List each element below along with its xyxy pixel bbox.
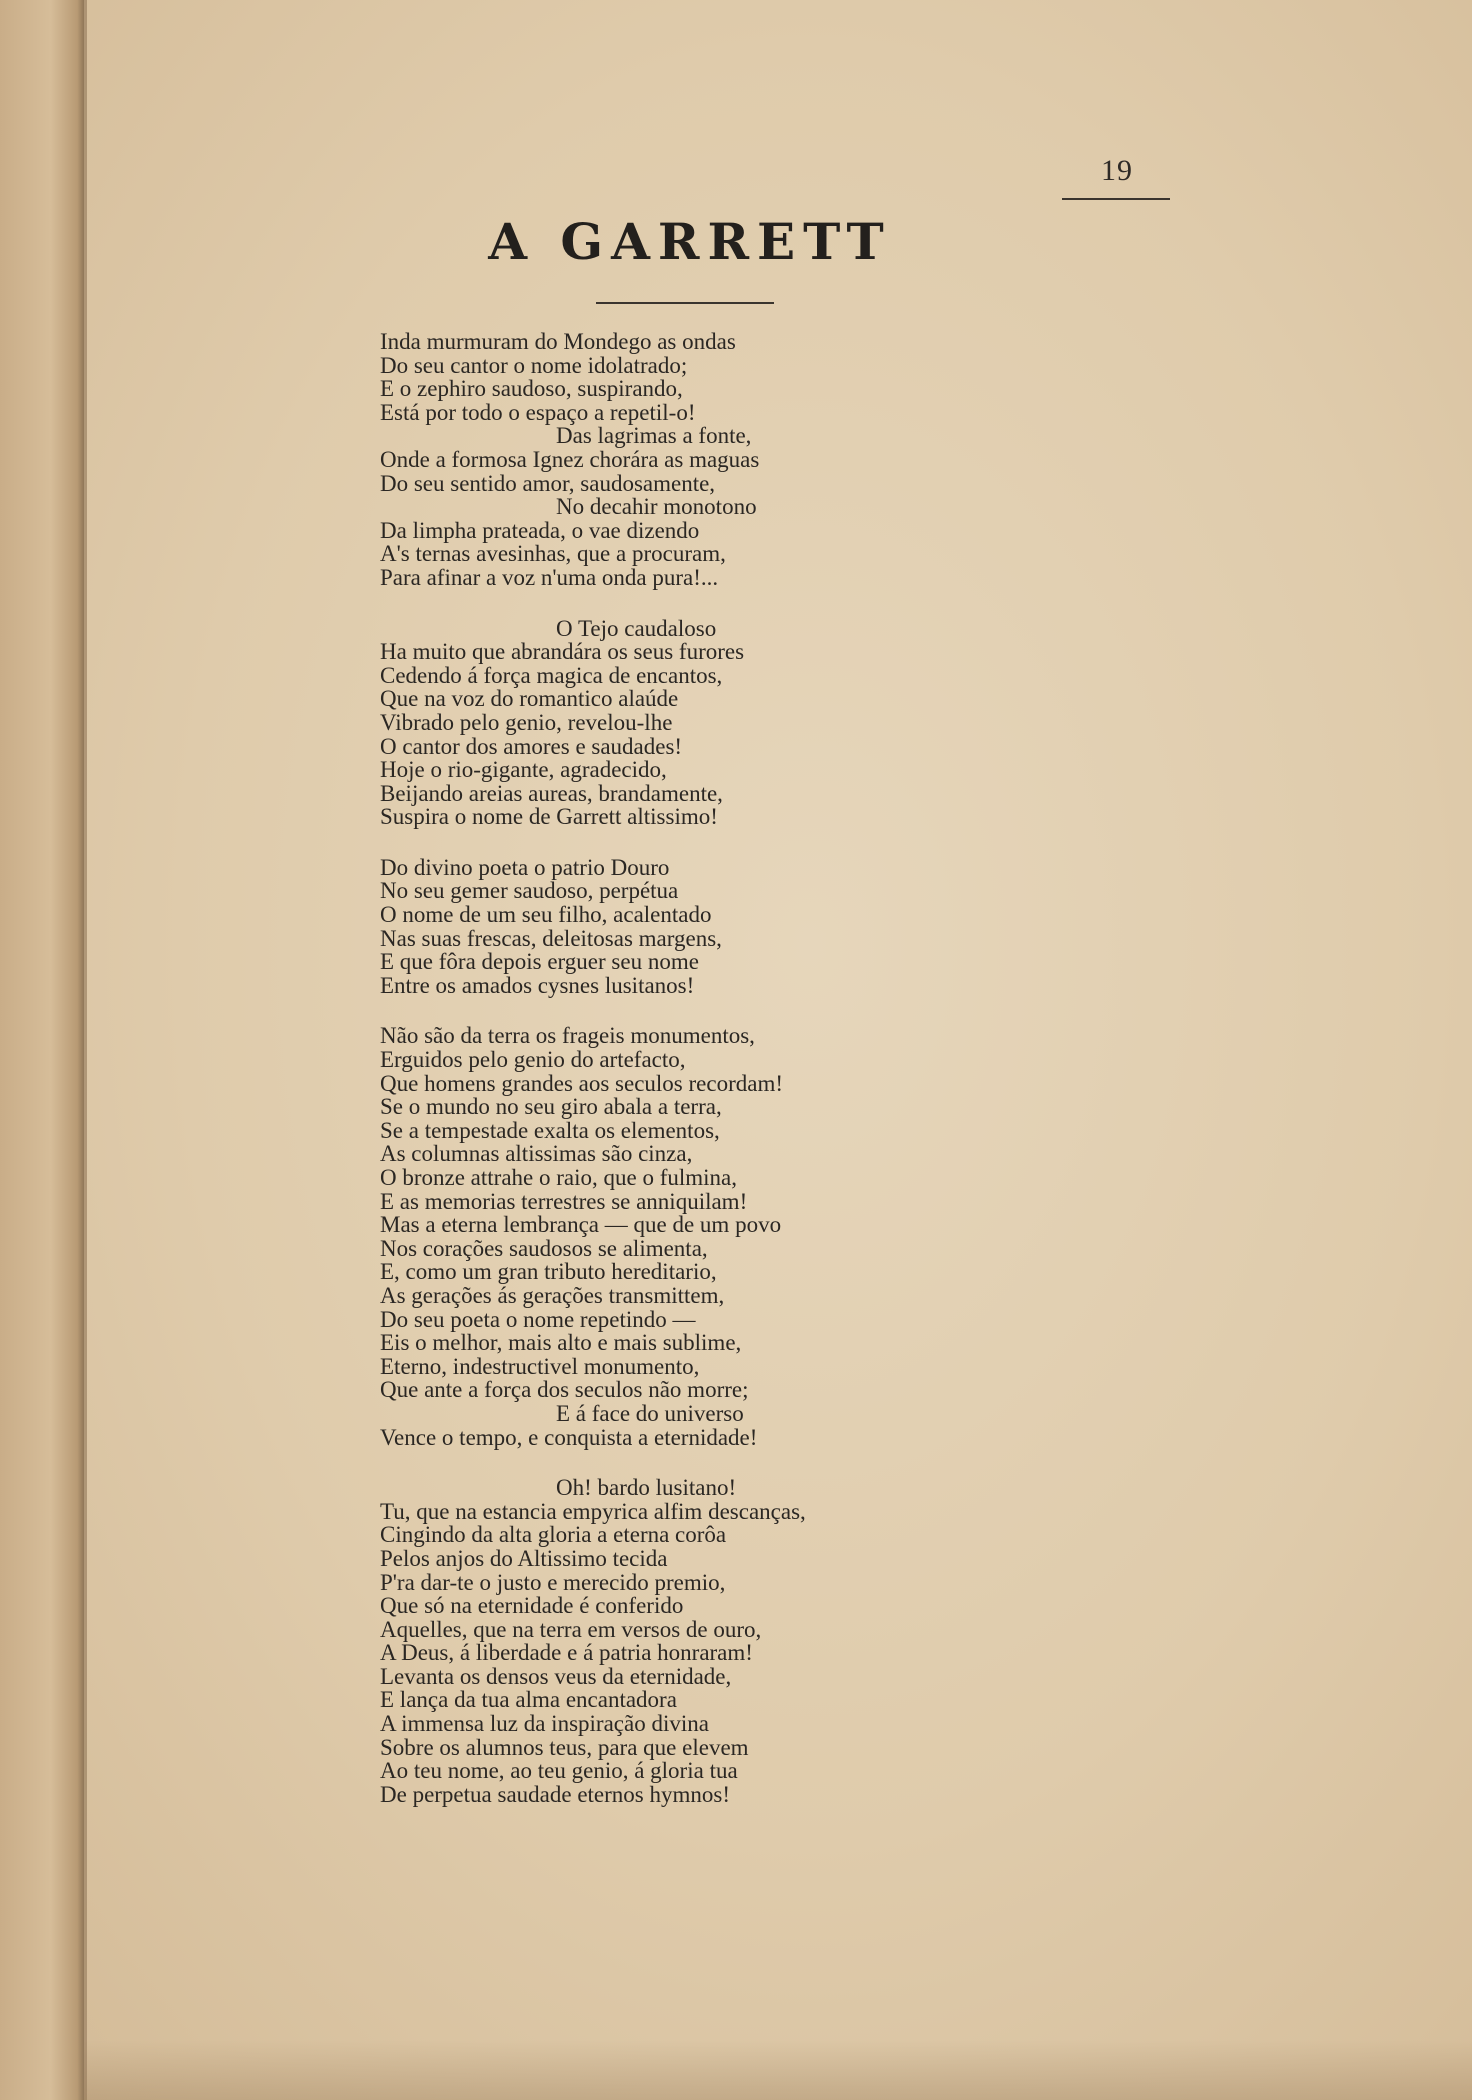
poem-line: O nome de um seu filho, acalentado — [380, 902, 712, 928]
poem-line: Onde a formosa Ignez chorára as maguas — [380, 446, 760, 472]
poem-line: Do seu cantor o nome idolatrado; — [380, 352, 688, 378]
poem-line: E á face do universo — [556, 1400, 744, 1426]
poem-line: Que na voz do romantico alaúde — [380, 686, 679, 712]
poem-line: Ha muito que abrandára os seus furores — [380, 639, 745, 665]
poem-line: P'ra dar-te o justo e merecido premio, — [380, 1569, 726, 1595]
page-bottom-edge — [84, 2040, 1472, 2100]
poem-line: Ao teu nome, ao teu genio, á gloria tua — [380, 1758, 738, 1784]
poem-line: Eis o melhor, mais alto e mais sublime, — [380, 1330, 742, 1356]
poem-line: De perpetua saudade eternos hymnos! — [380, 1781, 730, 1807]
poem-title: A GARRETT — [488, 212, 892, 271]
poem-line: Nas suas frescas, deleitosas margens, — [380, 925, 722, 951]
poem-line: As gerações ás gerações transmittem, — [380, 1282, 725, 1308]
poem-line: Que homens grandes aos seculos recordam! — [380, 1070, 784, 1096]
poem-line: E, como um gran tributo hereditario, — [380, 1259, 717, 1285]
poem-line: Sobre os alumnos teus, para que elevem — [380, 1734, 749, 1760]
poem-line: Cingindo da alta gloria a eterna corôa — [380, 1522, 727, 1548]
poem-line: E que fôra depois erguer seu nome — [380, 949, 699, 975]
poem-line: Inda murmuram do Mondego as ondas — [380, 329, 736, 354]
poem-line: No decahir monotono — [556, 494, 757, 520]
poem-line: Para afinar a voz n'uma onda pura!... — [380, 564, 719, 590]
page-number-rule — [1062, 198, 1170, 200]
poem-line: Vibrado pelo genio, revelou-lhe — [380, 709, 673, 735]
poem-line: Suspira o nome de Garrett altissimo! — [380, 804, 718, 830]
title-rule — [596, 302, 774, 304]
poem-line: Está por todo o espaço a repetil-o! — [380, 399, 696, 425]
poem-line: Entre os amados cysnes lusitanos! — [380, 972, 695, 998]
poem-line: Erguidos pelo genio do artefacto, — [380, 1047, 686, 1073]
poem-line: Do seu poeta o nome repetindo — — [380, 1306, 696, 1332]
poem-stanza — [380, 617, 940, 829]
poem-body — [380, 330, 940, 1833]
poem-line: Vence o tempo, e conquista a eternidade! — [380, 1424, 758, 1450]
poem-line: Nos corações saudosos se alimenta, — [380, 1235, 708, 1261]
poem-stanza — [380, 856, 940, 998]
poem-line: Pelos anjos do Altissimo tecida — [380, 1545, 668, 1571]
poem-line: E o zephiro saudoso, suspirando, — [380, 376, 683, 402]
book-gutter — [0, 0, 84, 2100]
poem-line: Do seu sentido amor, saudosamente, — [380, 470, 716, 496]
poem-line: Não são da terra os frageis monumentos, — [380, 1023, 755, 1049]
poem-line: Hoje o rio-gigante, agradecido, — [380, 757, 667, 783]
poem-line: E as memorias terrestres se anniquilam! — [380, 1188, 748, 1214]
poem-line: A immensa luz da inspiração divina — [380, 1711, 709, 1737]
poem-line: As columnas altissimas são cinza, — [380, 1141, 693, 1167]
poem-stanza — [380, 330, 940, 590]
poem-line: Que ante a força dos seculos não morre; — [380, 1377, 749, 1403]
poem-line: O cantor dos amores e saudades! — [380, 733, 683, 759]
poem-line: Beijando areias aureas, brandamente, — [380, 780, 723, 806]
gutter-shadow-line — [84, 0, 87, 2100]
poem-line: A Deus, á liberdade e á patria honraram! — [380, 1640, 753, 1666]
poem-line: A's ternas avesinhas, que a procuram, — [380, 541, 726, 567]
poem-line: Levanta os densos veus da eternidade, — [380, 1663, 732, 1689]
poem-line: O bronze attrahe o raio, que o fulmina, — [380, 1165, 738, 1190]
poem-line: Do divino poeta o patrio Douro — [380, 854, 670, 880]
poem-line: Das lagrimas a fonte, — [556, 423, 752, 449]
poem-line: Se o mundo no seu giro abala a terra, — [380, 1094, 722, 1120]
poem-line: Oh! bardo lusitano! — [556, 1475, 737, 1501]
poem-line: Mas a eterna lembrança — que de um povo — [380, 1212, 782, 1238]
poem-line: O Tejo caudaloso — [556, 615, 717, 641]
poem-line: Cedendo á força magica de encantos, — [380, 662, 723, 688]
poem-line: Se a tempestade exalta os elementos, — [380, 1117, 720, 1143]
poem-line: Que só na eternidade é conferido — [380, 1593, 684, 1619]
poem-line: Eterno, indestructivel monumento, — [380, 1353, 700, 1379]
poem-line: Tu, que na estancia empyrica alfim descanças, — [380, 1498, 806, 1524]
poem-line: E lança da tua alma encantadora — [380, 1687, 677, 1713]
poem-stanza — [380, 1476, 940, 1806]
page-number: 19 — [1101, 154, 1133, 187]
poem-stanza — [380, 1024, 940, 1449]
poem-line: Aquelles, que na terra em versos de ouro, — [380, 1616, 762, 1642]
poem-line: Da limpha prateada, o vae dizendo — [380, 517, 700, 543]
poem-line: No seu gemer saudoso, perpétua — [380, 878, 679, 904]
